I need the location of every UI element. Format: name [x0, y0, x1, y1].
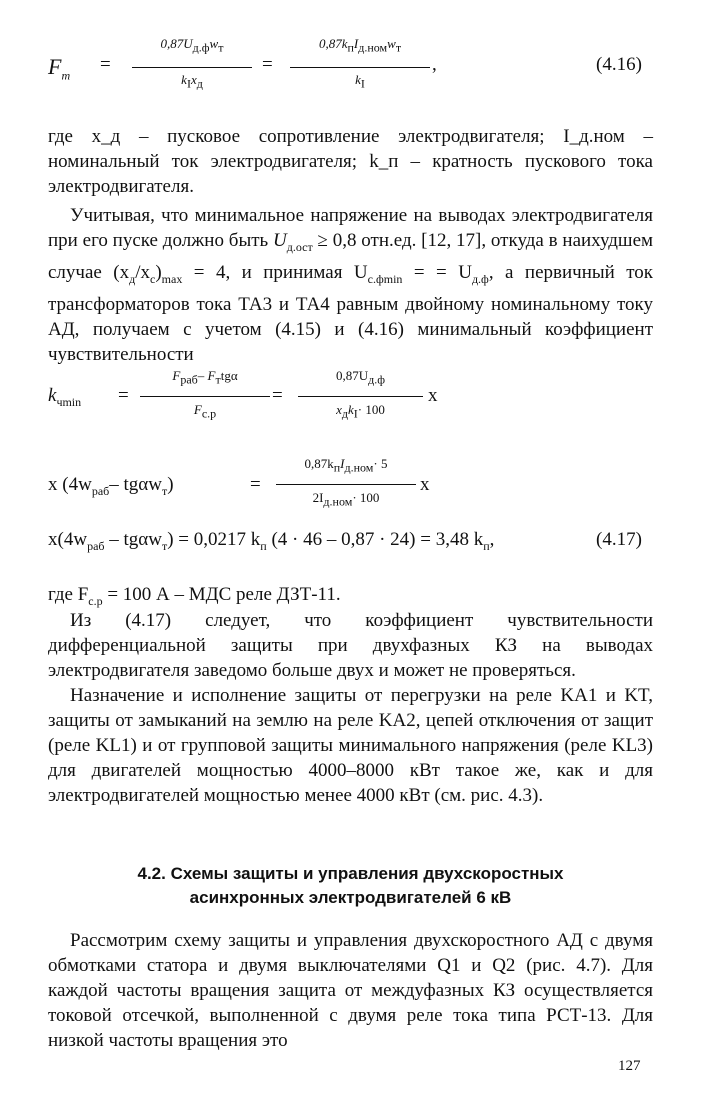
eq-subscript: т: [215, 372, 221, 387]
eq-subscript: с: [150, 271, 156, 286]
eq-subscript: д: [341, 406, 348, 421]
fraction-bar: [276, 484, 416, 485]
eq-symbol: U: [273, 230, 287, 251]
eq-subscript: т: [61, 68, 71, 83]
eq-symbol: x (4w: [48, 474, 92, 495]
eq-denominator: 2I: [312, 490, 324, 505]
eq-denominator: F: [193, 402, 202, 417]
eq-symbol: k: [348, 402, 354, 417]
eq-comma: ,: [432, 54, 437, 75]
fraction-bar: [132, 67, 252, 68]
eq-subscript: п: [483, 538, 490, 553]
eq-symbol: – tgαw: [109, 529, 162, 550]
page-number: 127: [618, 1058, 641, 1074]
text-run: = 100 А – МДС реле ДЗТ-11.: [107, 584, 341, 605]
text-run: где F: [48, 584, 89, 605]
equation-4-17-line2: [40, 450, 660, 520]
paragraph-two-speed: [48, 928, 653, 1053]
eq-subscript: д.ф: [471, 271, 489, 286]
eq-subscript: с.р: [201, 406, 217, 421]
eq-subscript: д: [129, 271, 136, 286]
paragraph-text: Рассмотрим схему защиты и управления двухскоростного АД с двумя обмотками статора и двумя выключателями Q1 и Q2 (рис. 4.7). Для каждой частоты вращения защита от междуфазных КЗ осуществляется токовой отсечкой, выполненной с двумя реле тока типа РСТ-13. Для низкой частоты вращения это: [48, 930, 653, 1051]
text-run: , а первичный ток трансформаторов тока ТА3 и ТА4 равным двойному номинальному току АД, получаем с учетом (4.15) и (4.16) минимальный коэффициент чувствительности: [48, 261, 654, 365]
paragraph-assignment: [48, 683, 653, 808]
eq-subscript: раб: [87, 538, 105, 553]
eq-symbol: · 5: [373, 456, 388, 471]
eq-symbol: ) = 0,0217 k: [167, 529, 261, 550]
eq-symbol: x: [190, 72, 197, 87]
text-run: ≥ 0,8 отн.ед. [12, 17], откуда в наихудшем случае (x: [48, 230, 654, 283]
eq-sign: =: [262, 54, 273, 75]
eq-subscript: д.ном: [344, 460, 374, 475]
text-run: Учитывая, что минимальное напряжение на выводах электродвигателя при его пуске должно быть: [48, 205, 653, 251]
eq-subscript: раб: [180, 372, 198, 387]
eq-denominator: k: [181, 72, 187, 87]
eq-sign: =: [272, 385, 283, 406]
eq-subscript: раб: [91, 483, 110, 498]
eq-symbol: I: [353, 36, 359, 51]
equation-4-17-line1: [40, 360, 660, 435]
eq-numerator: 0,87U: [335, 368, 369, 383]
eq-subscript: т: [218, 40, 224, 55]
eq-symbol: · 100: [352, 490, 380, 505]
text-run: = = U: [413, 261, 472, 283]
fraction-bar: [290, 67, 430, 68]
eq-symbol: tgα: [220, 368, 238, 383]
section-heading-line2: асинхронных электродвигателей 6 кВ: [189, 888, 512, 907]
eq-denominator: x: [336, 402, 342, 417]
eq-subscript: д.ф: [192, 40, 210, 55]
eq-symbol: w: [387, 36, 396, 51]
eq-symbol: I: [340, 456, 345, 471]
paragraph-sensitivity-intro: [48, 203, 653, 367]
eq-numerator: 0,87U: [160, 36, 193, 51]
eq-symbol: · 100: [357, 402, 385, 417]
eq-subscript: чmin: [56, 394, 82, 409]
eq-subscript: д.ном: [323, 494, 353, 509]
eq-numerator: 0,87k: [318, 36, 348, 51]
eq-subscript: I: [186, 76, 191, 91]
paragraph-text: Из (4.17) следует, что коэффициент чувствительности дифференциальной защиты при двухфазных КЗ на выводах электродвигателя заведомо больше двух и может не проверяться.: [48, 610, 653, 681]
eq-subscript: т: [161, 538, 168, 553]
eq-subscript: с.р: [88, 593, 103, 608]
eq-subscript: д.ном: [358, 40, 388, 55]
eq-symbol: – F: [197, 368, 216, 383]
eq-subscript: I: [353, 406, 358, 421]
eq-subscript: т: [395, 40, 402, 55]
eq-subscript: п: [347, 40, 354, 55]
eq-subscript: max: [161, 271, 183, 286]
eq-subscript: с.фmin: [367, 271, 403, 286]
eq-subscript: т: [161, 483, 168, 498]
equation-number: (4.17): [596, 529, 642, 550]
eq-symbol: ): [167, 474, 174, 495]
text-run: = 4, и принимая U: [193, 261, 368, 283]
eq-sign: =: [100, 54, 111, 75]
equation-4-16: [40, 30, 660, 100]
paragraph-text: Назначение и исполнение защиты от перегрузки на реле KA1 и KT, защиты от замыканий на землю на реле KA2, цепей отключения от защит (реле KL1) и от групповой защиты минимального напряжения (реле KL3) для двигателей мощностью 4000–8000 кВт такое же, как и для электродвигателей мощностью менее 4000 кВт (см. рис. 4.3).: [48, 685, 653, 806]
eq-numerator: F: [172, 368, 181, 383]
eq-symbol: – tgαw: [109, 474, 162, 495]
eq-symbol: k: [48, 385, 57, 406]
eq-numerator: 0,87k: [304, 456, 334, 471]
equation-number: (4.16): [596, 54, 642, 75]
text-run: /x: [135, 261, 150, 283]
text-run: ): [155, 261, 162, 283]
eq-comma: ,: [489, 529, 495, 550]
eq-times: x: [420, 474, 430, 495]
eq-symbol: x(4w: [48, 529, 88, 550]
paragraph-text: где x_д – пусковое сопротивление электродвигателя; I_д.ном – номинальный ток электродвигателя; k_п – кратность пускового тока электродвигателя.: [48, 126, 653, 197]
fraction-bar: [298, 396, 423, 397]
eq-sign: =: [250, 474, 261, 495]
equation-4-17-line3: [40, 525, 660, 561]
eq-symbol: (4 · 46 – 0,87 · 24) = 3,48 k: [271, 529, 484, 550]
eq-subscript: д.ф: [368, 372, 386, 387]
eq-subscript: д.ост: [286, 239, 313, 254]
eq-subscript: д: [196, 76, 203, 91]
section-heading: [48, 862, 653, 910]
eq-sign: =: [118, 385, 129, 406]
paragraph-definitions: [48, 124, 653, 199]
fraction-bar: [140, 396, 270, 397]
eq-subscript: I: [360, 76, 365, 91]
eq-times: x: [428, 385, 438, 406]
eq-denominator: k: [355, 72, 361, 87]
eq-symbol: F: [48, 54, 62, 79]
section-heading-line1: 4.2. Схемы защиты и управления двухскоростных: [137, 864, 564, 883]
eq-subscript: п: [260, 538, 267, 553]
eq-subscript: п: [333, 460, 341, 475]
eq-symbol: w: [209, 36, 219, 51]
paragraph-conclusion: [48, 608, 653, 683]
